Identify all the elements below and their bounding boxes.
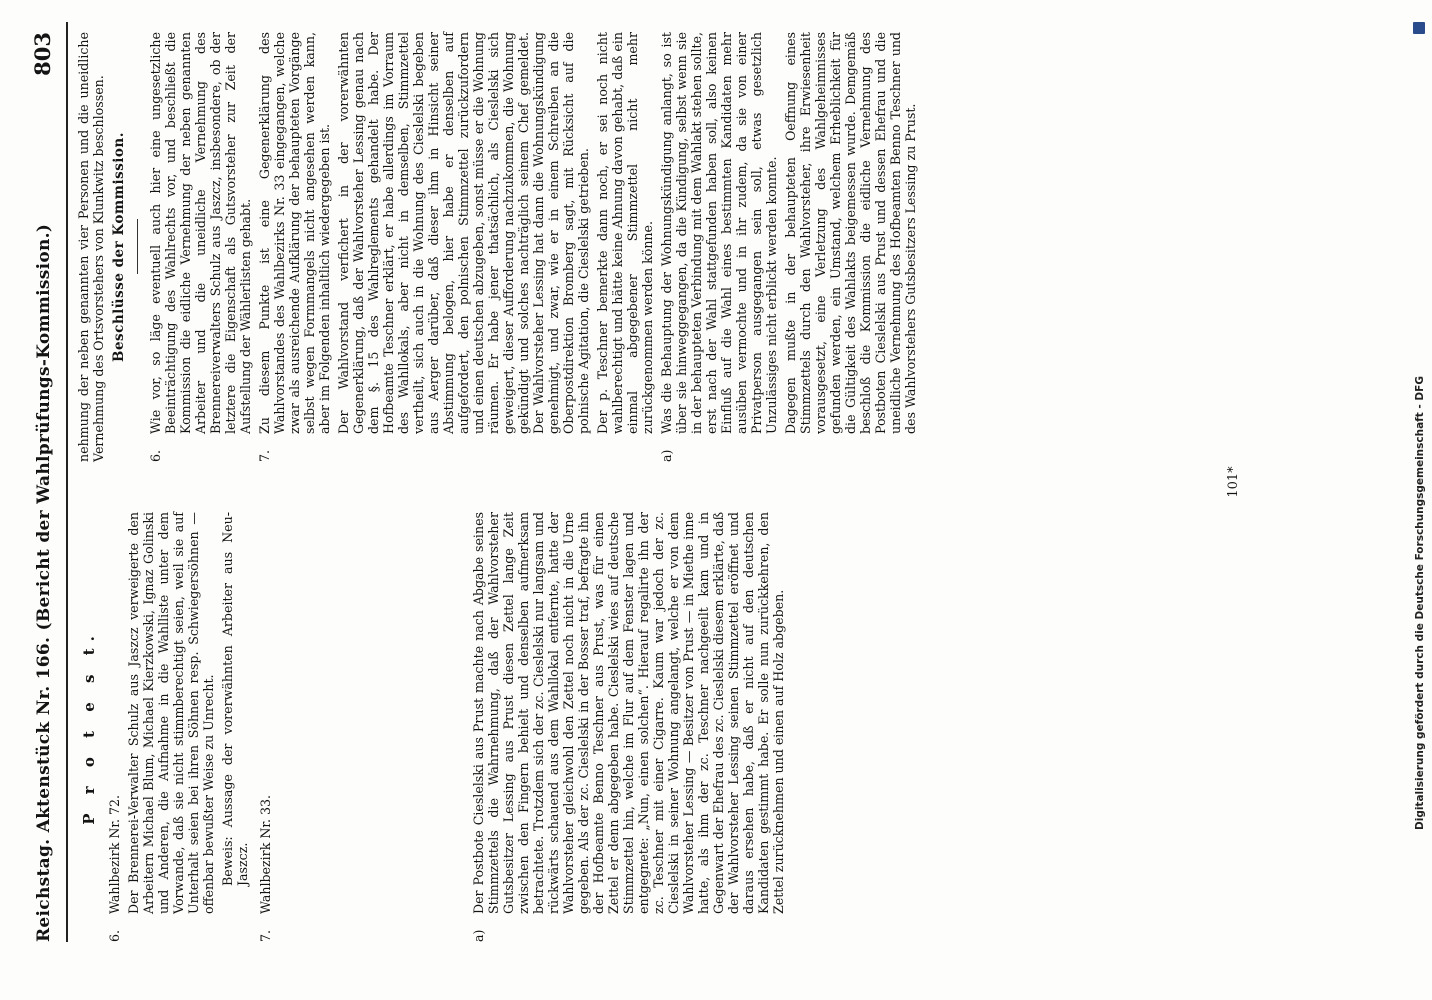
item-number: a) [471,929,486,942]
resolution-item [336,32,591,462]
signature-mark: 101* [1226,466,1241,498]
item-text: Zu diesem Punkte ist eine Gegenerklärung des Wahlvorstandes des Wahlbezirks Nr. 33 eingegangen, welche zwar als ausreichende Aufklärung der behaupteten Vorgänge selbst wegen Formmangels nicht angesehen werden kann, aber im Folgenden inhaltlich wiedergegeben ist. [257,32,332,434]
column-gap [281,512,471,942]
resolution-item [783,32,918,462]
item-text: Wie vor, so läge eventuell auch hier eine ungesetzliche Beeinträchtigung des Wahlrechts vor, und beschließt die Kommission die eidliche Vernehmung der neben genannten Arbeiter und die uneidliche Vernehmung des Brennereiverwalters Schulz aus Jaszcz, insbesondere, ob der letztere die Eigenschaft als Gutsvorsteher zur Zeit der Aufstellung der Wählerlisten gehabt. [148,32,253,434]
item-number [595,442,655,462]
protest-title: P r o t e s t. [80,629,98,825]
item-text: Der Wahlvorstand verfichert in der vorerwähnten Gegenerklärung, daß der Wahlvorsteher Lessing genau nach dem §. 15 des Wahlreglements gehandelt habe. Der Hofbeamte Teschner erklärt, er habe allerdings im Vorraum des Wahllokals, aber nicht in demselben, Stimmzettel vertheilt, sich auch in die Wohnung des Cieslelski begeben aus Aerger darüber, daß dieser ihm in Hinsicht seiner Abstimmung belogen, hier habe er denselben auf aufgefordert, den polnischen Stimmzettel zurückzufordern und einen deutschen abzugeben, sonst müsse er die Wohnung räumen. Er habe jener thatsächlich, als Cieslelski sich geweigert, dieser Aufforderung nachzukommen, die Wohnung gekündigt und solches nachträglich seinem Chef gemeldet. Der Wahlvorsteher Lessing hat dann die Wohnungskündigung genehmigt, und zwar, wie er in einem Schreiben an die Oberpostdirektion Bromberg sagt, mit Rücksicht auf die polnische Agitation, die Cieslelski getrieben. [336,32,591,434]
resolution-item [595,32,655,462]
page-header [26,22,66,942]
item-number: 6. [107,929,122,942]
item-text: Der p. Teschner bemerkte dann noch, er sei noch nicht wahlberechtigt und hätte keine Ahnung davon gehabt, daß ein einmal abgegebener Stimmzettel nicht mehr zurückgenommen werden könne. [595,32,655,434]
item-number: 7. [257,449,272,462]
item-body [107,512,254,914]
continuation-text: nehmung der neben genannten vier Personen und die uneidliche Vernehmung des Ortsvorstehers von Klunkwitz beschlossen. [76,32,106,462]
resolution-item [257,32,332,462]
item-text: Der Postbote Cieslelski aus Prust machte nach Abgabe seines Stimmzettels die Wahrnehmung, daß der Wahlvorsteher Gutsbesitzer Lessing aus Prust diesen Zettel lange Zeit zwischen den Fingern behielt und denselben aufmerksam betrachtete. Trotzdem sich der zc. Cieslelski nur langsam und rückwärts schauend aus dem Wahllokal entfernte, hatte der Wahlvorsteher gleichwohl den Zettel noch nicht in die Urne gegeben. Als der zc. Cieslelski in der Bosser traf, befragte ihn der Hofbeamte Benno Teschner aus Prust, was für einen Zettel er denn abgegeben habe. Cieslelski wies auf deutsche Stimmzettel hin, welche im Flur auf dem Fenster lagen und entgegnete: „Nun, einen solchen“. Hierauf regalirte ihn der zc. Teschner mit einer Cigarre. Kaum war jedoch der zc. Cieslelski in seiner Wohnung angelangt, welche er von dem Wahlvorsteher Lessing — Besitzer von Prust — in Miethe inne hatte, als ihm der zc. Teschner nachgeeilt kam und in Gegenwart der Ehefrau des zc. Cieslelski diesem erklärte, daß der Wahlvorsteher Lessing seinen Stimmzettel eröffnet und daraus ersehen habe, daß er nicht auf den deutschen Kandidaten gestimmt habe. Er solle nun zurückkehren, den Zettel zurücknehmen und einen auf Holz abgeben. [471,512,786,914]
right-column [76,32,922,462]
protest-item [471,512,790,942]
header-rule [66,22,68,942]
page-content [26,22,1396,982]
resolutions-title: Beschlüsse der Kommission. [111,132,127,362]
item-number: 6. [148,449,163,462]
item-text: Der Brennerei-Verwalter Schulz aus Jaszcz verweigerte den Arbeitern Michael Blum, Michael Kierzkowski, Ignaz Golinski und Anderen, die Aufnahme in die Wahlliste unter dem Vorwande, daß sie nicht stimmberechtigt seien, weil sie auf Unterhalt seien bei ihren Söhnen resp. Schwiegersöhnen — offenbar bewußter Weise zu Unrecht. [126,512,216,914]
rotated-page [26,0,1432,982]
item-number [336,442,591,462]
item-text: Was die Behauptung der Wohnungskündigung anlangt, so ist über sie hinweggegangen, da die Kündigung, selbst wenn sie in der behaupteten Verbindung mit dem Wahlakt stehen sollte, erst nach der Wahl stattgefunden haben soll, also keinen Einfluß auf die Wahl eines bestimmten Kandidaten mehr ausüben vermochte und in ihr zudem, da sie von einer Privatperson ausgegangen sein soll, etwas gesetzlich Unzulässiges nicht erblickt werden konnte. [659,32,779,434]
protest-item [107,512,254,942]
item-body [471,512,790,914]
item-text: Dagegen mußte in der behaupteten Oeffnung eines Stimmzettels durch den Wahlvorsteher, ihre Erwiesenheit vorausgesetzt, eine Verletzung des Wahlgeheimnisses gefunden werden, ein Umstand, welchem Erheblichkeit für die Gültigkeit des Wahlakts beigemessen wurde. Demgemäß beschloß die Kommission die eidliche Vernehmung des Postboten Cieslelski aus Prust und dessen Ehefrau und die uneidliche Vernehmung des Hofbeamten Benno Teschner und des Wahlvorstehers Gutsbesitzers Lessing zu Prust. [783,32,918,434]
running-head: Reichstag. Aktenstück Nr. 166. (Bericht der Wahlprüfungs-Kommission.) [34,223,54,942]
item-evidence: Beweis: Aussage der vorerwähnten Arbeiter aus Neu-Jaszcz. [220,512,250,886]
digitization-note: Digitalisierung gefördert durch die Deutsche Forschungsgemeinschaft - DFG [1414,376,1426,830]
resolution-item [659,32,779,462]
left-column [76,512,794,942]
title-rule [137,220,138,275]
page-number: 803 [30,32,55,76]
protest-item [258,512,277,942]
item-number [783,442,918,462]
item-heading: Wahlbezirk Nr. 72. [107,794,122,914]
item-body [258,512,277,914]
item-heading: Wahlbezirk Nr. 33. [258,794,273,914]
item-number: 7. [258,929,273,942]
resolution-item [148,32,253,462]
page-footer [1226,22,1241,942]
digitization-sidebar [1402,0,1428,1000]
item-number: a) [659,449,674,462]
